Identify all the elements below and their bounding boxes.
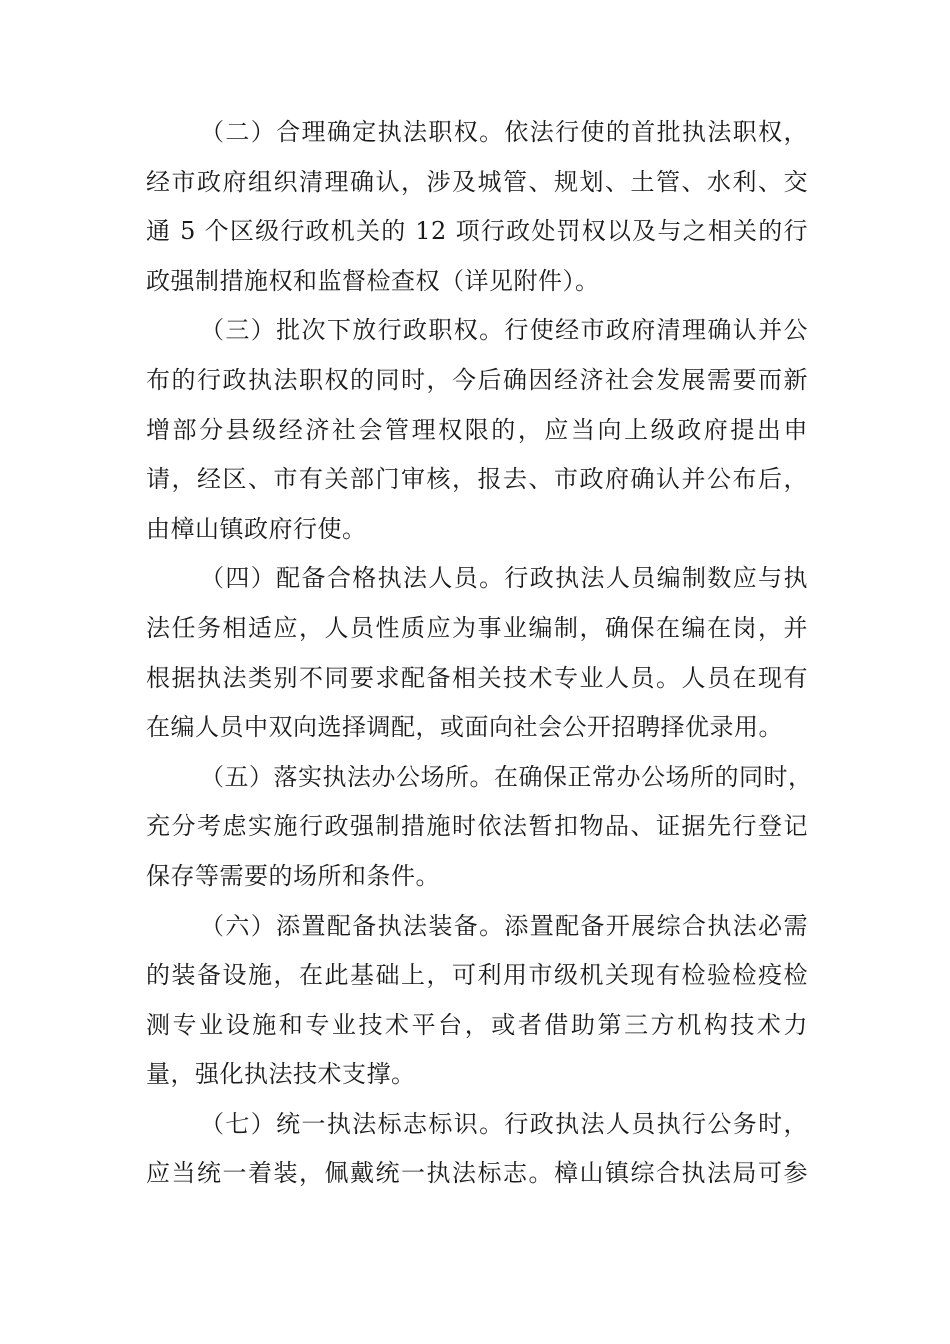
paragraph-section-3 xyxy=(146,306,808,554)
text-line: 量，强化执法技术支撑。 xyxy=(146,1060,416,1089)
text-line: 在编人员中双向选择调配，或面向社会公开招聘择优录用。 xyxy=(146,713,783,742)
text-line: 保存等需要的场所和条件。 xyxy=(146,861,440,890)
paragraph-section-2 xyxy=(146,108,808,306)
paragraph-section-6 xyxy=(146,902,808,1100)
paragraph-section-7 xyxy=(146,1100,808,1199)
text-line: （六）添置配备执法装备。添置配备开展综合执法必需 xyxy=(200,911,808,940)
text-line: 的装备设施，在此基础上，可利用市级机关现有检验检疫检 xyxy=(146,961,808,990)
text-line: 根据执法类别不同要求配备相关技术专业人员。人员在现有 xyxy=(146,663,808,692)
text-line: （三）批次下放行政职权。行使经市政府清理确认并公 xyxy=(200,316,808,345)
document-page xyxy=(146,108,813,1199)
text-line: 布的行政执法职权的同时，今后确因经济社会发展需要而新 xyxy=(146,365,808,394)
text-line: （五）落实执法办公场所。在确保正常办公场所的同时， xyxy=(200,762,813,791)
text-line: 通 5 个区级行政机关的 12 项行政处罚权以及与之相关的行 xyxy=(146,217,808,246)
text-line: 政强制措施权和监督检查权（详见附件）。 xyxy=(146,266,600,295)
paragraph-section-5 xyxy=(146,753,813,902)
text-line: 测专业设施和专业技术平台，或者借助第三方机构技术力 xyxy=(146,1010,808,1039)
text-line: 应当统一着装，佩戴统一执法标志。樟山镇综合执法局可参 xyxy=(146,1159,808,1188)
text-line: 经市政府组织清理确认，涉及城管、规划、土管、水利、交 xyxy=(146,167,808,196)
paragraph-section-4 xyxy=(146,554,808,752)
text-line: 增部分县级经济社会管理权限的，应当向上级政府提出申 xyxy=(146,415,808,444)
text-line: 法任务相适应，人员性质应为事业编制，确保在编在岗，并 xyxy=(146,613,808,642)
text-line: 充分考虑实施行政强制措施时依法暂扣物品、证据先行登记 xyxy=(146,812,808,841)
text-line: 请，经区、市有关部门审核，报去、市政府确认并公布后， xyxy=(146,465,808,494)
text-line: （七）统一执法标志标识。行政执法人员执行公务时， xyxy=(200,1109,808,1138)
text-line: （四）配备合格执法人员。行政执法人员编制数应与执 xyxy=(200,564,808,593)
text-line: 由樟山镇政府行使。 xyxy=(146,514,367,543)
text-line: （二）合理确定执法职权。依法行使的首批执法职权， xyxy=(200,118,808,146)
